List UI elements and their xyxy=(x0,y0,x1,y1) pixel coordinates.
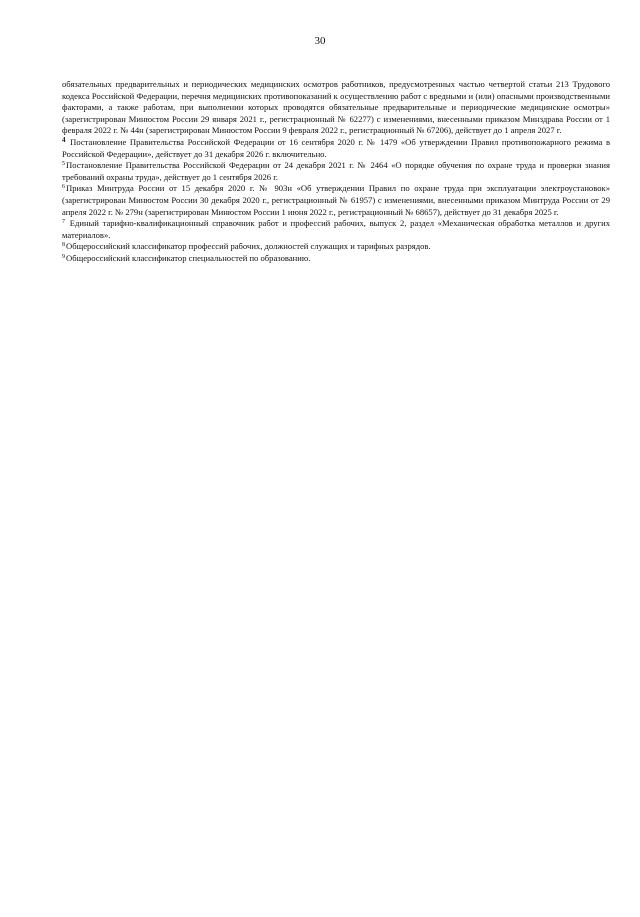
footnote-4 xyxy=(62,137,610,160)
page-number: 30 xyxy=(314,35,326,47)
footnote-4-number: 4 xyxy=(62,135,66,144)
footnote-5-text: Постановление Правительства Российской Федерации от 24 декабря 2021 г. № 2464 «О порядке обучения по охране труда и проверки знания требований охраны труда», действует до 1 сентября 2026 г. xyxy=(62,160,610,182)
footnote-7-number: 7 xyxy=(62,219,65,226)
footnote-9 xyxy=(62,253,610,265)
footnote-5 xyxy=(62,160,610,183)
footnote-9-text: Общероссийский классификатор специальностей по образованию. xyxy=(66,252,311,263)
footnote-8-number: 8 xyxy=(62,242,65,249)
footnote-8 xyxy=(62,241,610,253)
footnote-6-text: Приказ Минтруда России от 15 декабря 2020 г. № 903н «Об утверждении Правил по охране труда при эксплуатации электроустановок» (зарегистрирован Минюстом России 30 декабря 2020 г., регистрационный № 61957) с изменениями, внесенными приказом Минтруда России от 29 апреля 2022 г. № 279н (зарегистрирован Минюстом России 1 июня 2022 г., регистрационный № 68657), действует до 31 декабря 2025 г. xyxy=(62,183,610,217)
footnote-7 xyxy=(62,218,610,241)
footnote-continuation: обязательных предварительных и периодических медицинских осмотров работников, предусмотренных частью четвертой статьи 213 Трудового кодекса Российской Федерации, перечня медицинских противопоказаний к осуществлению работ с вредными и (или) опасными производственными факторами, а также работам, при выполнении которых проводятся обязательные предварительные и периодические медицинские осмотры» (зарегистрирован Минюстом России 29 января 2021 г., регистрационный № 62277) с изменениями, внесенными приказом Минздрава России от 1 февраля 2022 г. № 44н (зарегистрирован Минюстом России 9 февраля 2022 г., регистрационный № 67206), действует до 1 апреля 2027 г. xyxy=(62,79,610,136)
footnote-4-text: Постановление Правительства Российской Федерации от 16 сентября 2020 г. № 1479 «Об утверждении Правил противопожарного режима в Российской Федерации», действует до 31 декабря 2026 г. включительно. xyxy=(62,136,610,159)
footnote-6 xyxy=(62,183,610,218)
footnote-9-number: 9 xyxy=(62,253,65,260)
footnote-8-text: Общероссийский классификатор профессий рабочих, должностей служащих и тарифных разрядов. xyxy=(66,241,431,252)
footnote-7-text: Единый тарифно-квалификационный справочник работ и профессий рабочих, выпуск 2, раздел «Механическая обработка металлов и других материалов». xyxy=(62,218,610,240)
footnotes-block xyxy=(62,79,610,265)
footnote-5-number: 5 xyxy=(62,161,65,168)
footnote-6-number: 6 xyxy=(62,184,65,191)
